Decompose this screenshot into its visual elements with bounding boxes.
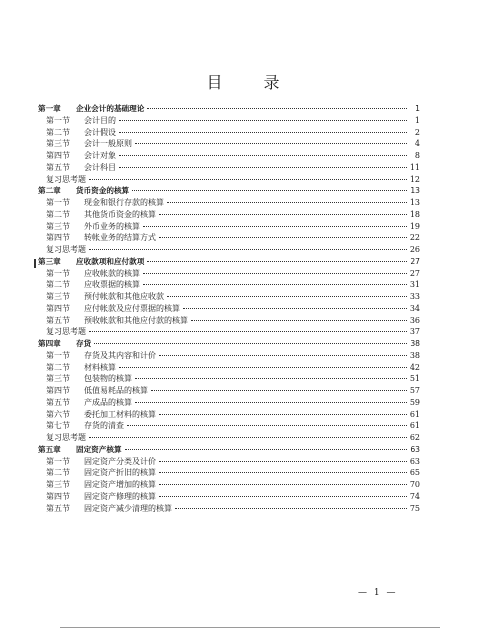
- toc-page-number: 31: [409, 280, 420, 290]
- toc-title: 货币资金的核算: [76, 186, 130, 196]
- dot-leader: [94, 337, 407, 344]
- toc-page-number: 27: [409, 268, 420, 278]
- toc-number: 第七节: [46, 421, 70, 431]
- toc-title: 会计科目: [84, 162, 116, 172]
- toc-number: 第四节: [46, 491, 70, 501]
- toc-number: 第一节: [46, 268, 70, 278]
- dot-leader: [175, 502, 407, 509]
- table-of-contents: [38, 103, 420, 514]
- toc-page-number: 13: [410, 186, 420, 196]
- toc-number: 第四节: [46, 233, 70, 243]
- toc-number: 第三节: [46, 374, 70, 384]
- dot-leader: [89, 431, 407, 438]
- toc-number: 第一章: [38, 104, 61, 113]
- toc-number: 第五节: [46, 315, 70, 325]
- dot-leader: [143, 267, 407, 274]
- dot-leader: [89, 173, 407, 180]
- toc-title: 固定资产核算: [76, 444, 122, 454]
- toc-page-number: 61: [409, 409, 420, 419]
- dot-leader: [167, 196, 407, 203]
- toc-title: 会计一般原则: [84, 139, 132, 149]
- toc-page-number: 62: [409, 433, 420, 442]
- dot-leader: [89, 243, 407, 250]
- toc-page-number: 59: [409, 397, 420, 407]
- toc-title: 会计对象: [84, 151, 116, 160]
- toc-number: 第三节: [46, 292, 70, 301]
- toc-title: 现金和银行存款的核算: [84, 198, 164, 207]
- toc-number: 第六节: [46, 409, 70, 419]
- dot-leader: [147, 102, 407, 109]
- dot-leader: [159, 466, 407, 473]
- toc-page-number: 70: [409, 480, 420, 489]
- toc-page-number: 51: [409, 374, 420, 384]
- toc-page-number: 19: [409, 221, 420, 231]
- toc-title: 转帐业务的结算方式: [84, 233, 156, 243]
- scan-artifact-line: [60, 627, 440, 628]
- toc-title: 存货及其内容和计价: [84, 350, 156, 360]
- dot-leader: [119, 161, 407, 168]
- toc-number: 第二章: [38, 186, 61, 196]
- dot-leader: [147, 255, 407, 262]
- toc-title: 委托加工材料的核算: [84, 409, 156, 419]
- toc-title: 复习思考题: [46, 245, 86, 254]
- dot-leader: [119, 126, 407, 133]
- toc-title: 低值易耗品的核算: [84, 386, 148, 395]
- toc-title: 应付帐款及应付票据的核算: [84, 303, 180, 313]
- toc-page-number: 2: [414, 127, 420, 137]
- toc-page-number: 75: [409, 503, 420, 513]
- toc-title: 预收帐款和其他应付款的核算: [84, 315, 188, 325]
- toc-page-number: 65: [409, 468, 420, 478]
- toc-number: 第一节: [46, 198, 70, 207]
- toc-title: 材料核算: [84, 362, 116, 372]
- toc-title: 应收款项和应付款项: [76, 256, 145, 266]
- toc-number: 第二节: [46, 468, 70, 478]
- dot-leader: [159, 349, 407, 356]
- toc-number: 第二节: [46, 127, 70, 137]
- dot-leader: [135, 372, 407, 379]
- toc-title: 固定资产减少清理的核算: [84, 503, 172, 513]
- page-title: 目 录: [206, 73, 298, 92]
- dot-leader: [127, 419, 407, 426]
- toc-title: 复习思考题: [46, 433, 86, 442]
- toc-title: 会计假设: [84, 127, 116, 137]
- toc-page-number: 63: [410, 444, 420, 454]
- toc-number: 第四节: [46, 303, 70, 313]
- toc-page-number: 18: [409, 209, 420, 219]
- dot-leader: [183, 302, 407, 309]
- toc-number: 第四节: [46, 151, 70, 160]
- dot-leader: [143, 220, 407, 227]
- toc-title: 外币业务的核算: [84, 221, 140, 231]
- toc-title: 复习思考题: [46, 174, 86, 184]
- toc-page-number: 36: [409, 315, 420, 325]
- toc-title: 固定资产分类及计价: [84, 456, 156, 466]
- dot-leader: [159, 231, 407, 238]
- dot-leader: [135, 396, 407, 403]
- toc-number: 第三节: [46, 480, 70, 489]
- toc-title: 应收帐款的核算: [84, 268, 140, 278]
- dot-leader: [119, 361, 407, 368]
- toc-page-number: 11: [409, 162, 420, 172]
- toc-page-number: 4: [414, 139, 420, 149]
- toc-number: 第二节: [46, 362, 70, 372]
- toc-page-number: 33: [409, 292, 420, 301]
- toc-title: 固定资产增加的核算: [84, 480, 156, 489]
- toc-number: 第三节: [46, 221, 70, 231]
- toc-page-number: 26: [409, 245, 420, 254]
- dot-leader: [159, 490, 407, 497]
- toc-page-number: 42: [409, 362, 420, 372]
- dot-leader: [159, 208, 407, 215]
- toc-number: 第一节: [46, 350, 70, 360]
- dot-leader: [159, 478, 407, 485]
- dot-leader: [119, 114, 407, 121]
- toc-number: 第二节: [46, 209, 70, 219]
- dot-leader: [151, 384, 407, 391]
- toc-number: 第三节: [46, 139, 70, 149]
- toc-page-number: 1: [415, 104, 420, 113]
- toc-title: 存货: [76, 339, 92, 348]
- toc-page-number: 27: [410, 256, 420, 266]
- toc-page-number: 1: [414, 115, 420, 125]
- toc-number: 第二节: [46, 280, 70, 290]
- toc-title: 会计目的: [84, 115, 116, 125]
- page-number: — 1 —: [358, 588, 398, 598]
- dot-leader: [119, 149, 407, 156]
- toc-page-number: 74: [409, 491, 420, 501]
- toc-title: 其他货币资金的核算: [84, 209, 156, 219]
- toc-title: 存货的清查: [84, 421, 124, 431]
- toc-page-number: 63: [409, 456, 420, 466]
- toc-number: 第一节: [46, 115, 70, 125]
- toc-page-number: 13: [409, 198, 420, 207]
- toc-title: 预付帐款和其他应收款: [84, 292, 164, 301]
- toc-title: 固定资产折旧的核算: [84, 468, 156, 478]
- dot-leader: [89, 325, 407, 332]
- dot-leader: [159, 455, 407, 462]
- toc-number: 第四章: [38, 339, 61, 348]
- toc-title: 复习思考题: [46, 327, 86, 337]
- dot-leader: [167, 290, 407, 297]
- toc-page-number: 12: [409, 174, 420, 184]
- toc-page-number: 61: [409, 421, 420, 431]
- toc-title: 企业会计的基础理论: [76, 104, 145, 113]
- dot-leader: [191, 314, 407, 321]
- dot-leader: [135, 137, 407, 144]
- dot-leader: [125, 443, 407, 450]
- toc-title: 固定资产修理的核算: [84, 491, 156, 501]
- toc-title: 应收票据的核算: [84, 280, 140, 290]
- toc-title: 产成品的核算: [84, 397, 132, 407]
- toc-section-row: [38, 503, 420, 515]
- toc-page-number: 22: [409, 233, 420, 243]
- toc-number: 第五节: [46, 162, 70, 172]
- scan-mark: [34, 259, 36, 268]
- toc-number: 第五节: [46, 397, 70, 407]
- toc-page-number: 38: [409, 350, 420, 360]
- toc-title: 包装物的核算: [84, 374, 132, 384]
- toc-page-number: 34: [409, 303, 420, 313]
- toc-page-number: 57: [409, 386, 420, 395]
- toc-page-number: 38: [410, 339, 420, 348]
- toc-number: 第五节: [46, 503, 70, 513]
- toc-number: 第三章: [38, 256, 61, 266]
- toc-page-number: 37: [409, 327, 420, 337]
- dot-leader: [132, 184, 407, 191]
- dot-leader: [159, 408, 407, 415]
- toc-page-number: 8: [414, 151, 420, 160]
- toc-number: 第五章: [38, 444, 61, 454]
- toc-number: 第一节: [46, 456, 70, 466]
- dot-leader: [143, 278, 407, 285]
- toc-number: 第四节: [46, 386, 70, 395]
